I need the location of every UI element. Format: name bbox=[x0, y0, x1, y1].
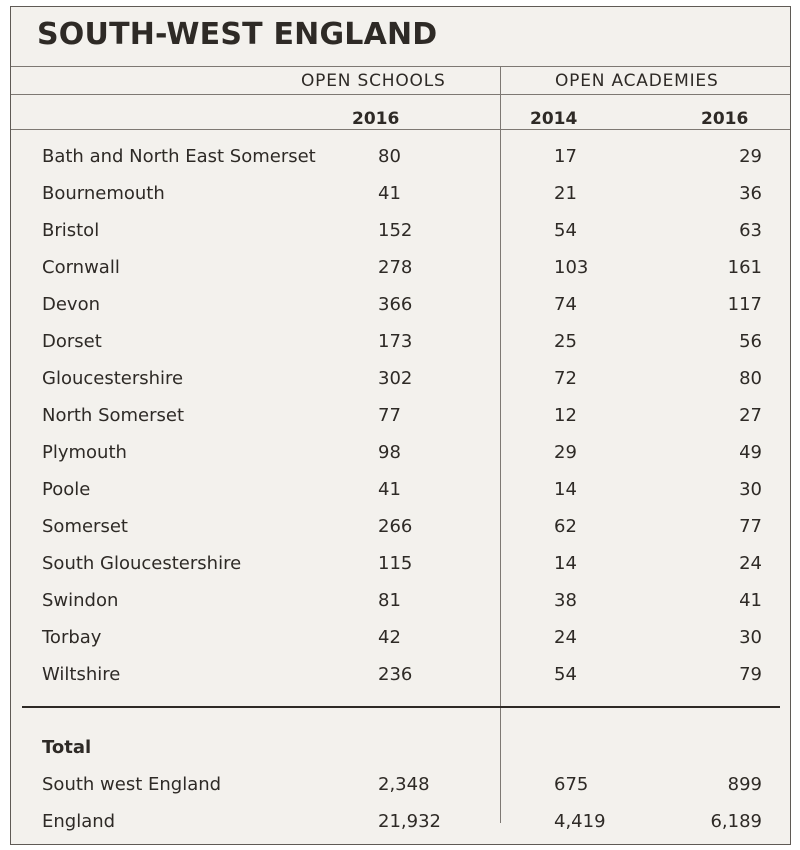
schools-2016-value: 80 bbox=[378, 146, 401, 167]
academies-2014-value: 24 bbox=[554, 627, 577, 648]
schools-2016-value: 302 bbox=[378, 368, 413, 389]
schools-2016-value: 266 bbox=[378, 516, 413, 537]
schools-2016-header: 2016 bbox=[352, 109, 400, 129]
schools-2016-value: 115 bbox=[378, 553, 413, 574]
academies-2016-value: 117 bbox=[727, 294, 762, 315]
academies-2014-value: 103 bbox=[554, 257, 589, 278]
table-row bbox=[11, 582, 790, 619]
region-name: South Gloucestershire bbox=[42, 553, 242, 574]
schools-2016-value: 42 bbox=[378, 627, 401, 648]
academies-2016-value: 29 bbox=[739, 146, 762, 167]
region-name: North Somerset bbox=[42, 405, 185, 426]
academies-2016-value: 63 bbox=[739, 220, 762, 241]
table-row bbox=[11, 397, 790, 434]
academies-2014-value: 38 bbox=[554, 590, 577, 611]
schools-2016-value: 366 bbox=[378, 294, 413, 315]
schools-2016-value: 98 bbox=[378, 442, 401, 463]
table-row bbox=[11, 545, 790, 582]
academies-2016-header: 2016 bbox=[701, 109, 749, 129]
academies-2014-value: 17 bbox=[554, 146, 577, 167]
academies-2016-value: 77 bbox=[739, 516, 762, 537]
academies-2016-value: 80 bbox=[739, 368, 762, 389]
total-label: Total bbox=[42, 737, 92, 758]
region-name: England bbox=[42, 811, 116, 832]
region-name: South west England bbox=[42, 774, 222, 795]
academies-2014-value: 74 bbox=[554, 294, 577, 315]
academies-2016-value: 30 bbox=[739, 627, 762, 648]
academies-2014-value: 54 bbox=[554, 220, 577, 241]
academies-2014-value: 25 bbox=[554, 331, 577, 352]
schools-2016-value: 2,348 bbox=[378, 774, 430, 795]
table-row bbox=[11, 508, 790, 545]
region-name: Bournemouth bbox=[42, 183, 165, 204]
academies-2016-value: 79 bbox=[739, 664, 762, 685]
academies-2014-value: 21 bbox=[554, 183, 577, 204]
total-row bbox=[11, 766, 790, 803]
academies-2014-value: 4,419 bbox=[554, 811, 606, 832]
schools-2016-value: 41 bbox=[378, 479, 401, 500]
region-name: Gloucestershire bbox=[42, 368, 184, 389]
region-name: Poole bbox=[42, 479, 91, 500]
table-row bbox=[11, 360, 790, 397]
academies-2016-value: 49 bbox=[739, 442, 762, 463]
table-card bbox=[10, 6, 791, 845]
academies-2014-value: 29 bbox=[554, 442, 577, 463]
total-row bbox=[11, 803, 790, 840]
region-name: Dorset bbox=[42, 331, 102, 352]
table-row bbox=[11, 249, 790, 286]
region-name: Wiltshire bbox=[42, 664, 121, 685]
table-row bbox=[11, 619, 790, 656]
table-row bbox=[11, 434, 790, 471]
group-header-divider bbox=[11, 94, 790, 95]
academies-2014-value: 14 bbox=[554, 479, 577, 500]
academies-2014-value: 62 bbox=[554, 516, 577, 537]
schools-2016-value: 236 bbox=[378, 664, 413, 685]
academies-2016-value: 24 bbox=[739, 553, 762, 574]
academies-2016-value: 27 bbox=[739, 405, 762, 426]
year-header-divider bbox=[11, 129, 790, 130]
table-row bbox=[11, 175, 790, 212]
academies-2014-value: 675 bbox=[554, 774, 589, 795]
table-row bbox=[11, 286, 790, 323]
table-row bbox=[11, 212, 790, 249]
academies-2014-value: 12 bbox=[554, 405, 577, 426]
open-schools-header: OPEN SCHOOLS bbox=[301, 71, 446, 91]
schools-2016-value: 278 bbox=[378, 257, 413, 278]
region-name: Bristol bbox=[42, 220, 100, 241]
totals-divider bbox=[22, 706, 780, 708]
schools-2016-value: 81 bbox=[378, 590, 401, 611]
academies-2016-value: 899 bbox=[727, 774, 762, 795]
schools-2016-value: 152 bbox=[378, 220, 413, 241]
region-name: Somerset bbox=[42, 516, 128, 537]
region-name: Bath and North East Somerset bbox=[42, 146, 316, 167]
academies-2014-header: 2014 bbox=[530, 109, 578, 129]
region-name: Plymouth bbox=[42, 442, 127, 463]
academies-2014-value: 72 bbox=[554, 368, 577, 389]
academies-2016-value: 161 bbox=[727, 257, 762, 278]
table-row bbox=[11, 323, 790, 360]
table-title: SOUTH-WEST ENGLAND bbox=[37, 17, 438, 52]
academies-2014-value: 14 bbox=[554, 553, 577, 574]
region-name: Swindon bbox=[42, 590, 119, 611]
table-row bbox=[11, 656, 790, 693]
region-name: Devon bbox=[42, 294, 101, 315]
academies-2016-value: 6,189 bbox=[710, 811, 762, 832]
academies-2016-value: 30 bbox=[739, 479, 762, 500]
schools-2016-value: 173 bbox=[378, 331, 413, 352]
table-row bbox=[11, 471, 790, 508]
schools-2016-value: 41 bbox=[378, 183, 401, 204]
table-row bbox=[11, 138, 790, 175]
title-divider bbox=[11, 66, 790, 67]
academies-2016-value: 36 bbox=[739, 183, 762, 204]
schools-2016-value: 21,932 bbox=[378, 811, 441, 832]
open-academies-header: OPEN ACADEMIES bbox=[555, 71, 719, 91]
academies-2016-value: 41 bbox=[739, 590, 762, 611]
region-name: Cornwall bbox=[42, 257, 120, 278]
region-name: Torbay bbox=[42, 627, 102, 648]
schools-2016-value: 77 bbox=[378, 405, 401, 426]
academies-2016-value: 56 bbox=[739, 331, 762, 352]
academies-2014-value: 54 bbox=[554, 664, 577, 685]
